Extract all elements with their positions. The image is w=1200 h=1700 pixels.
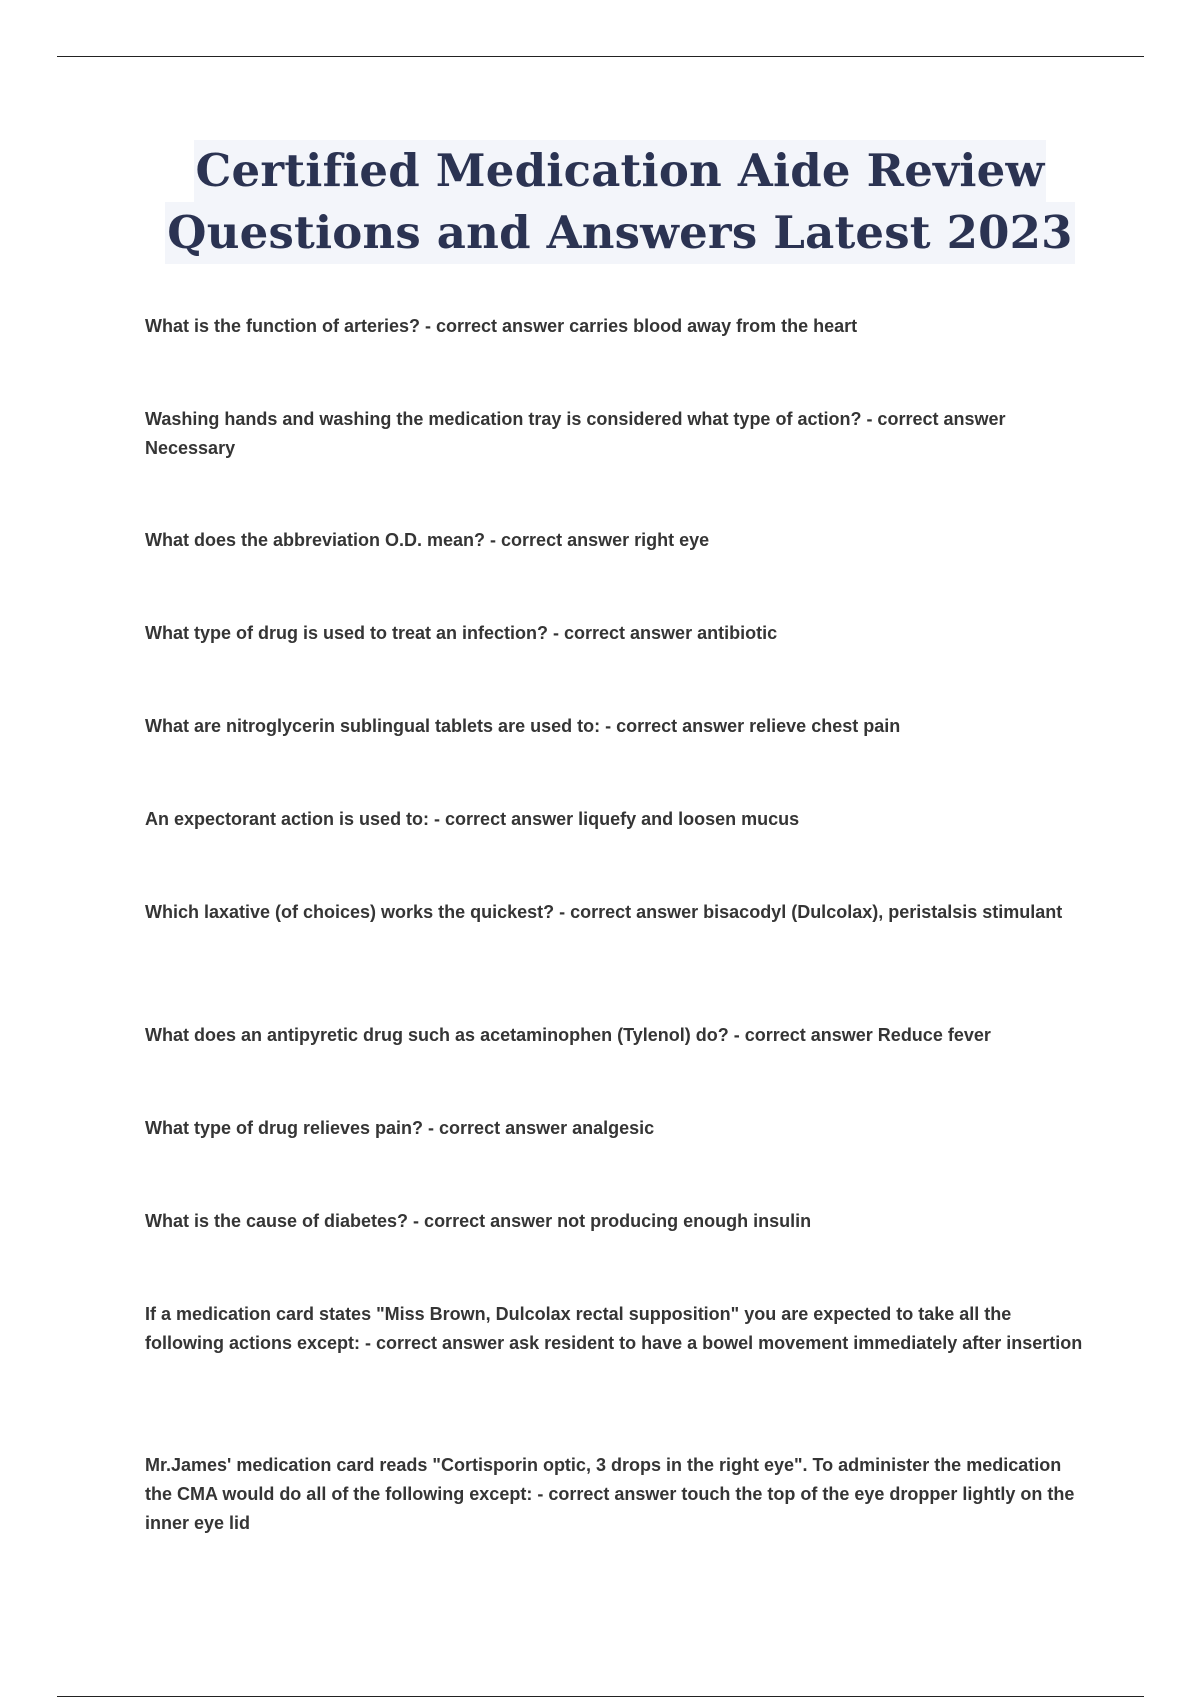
document-title — [0, 140, 1200, 264]
qa-item: Mr.James' medication card reads "Cortisporin optic, 3 drops in the right eye". To administer the medication the CMA would do all of the following except: - correct answer touch the top of the eye dropper lightly on the inner eye lid — [145, 1455, 1075, 1533]
qa-item: Which laxative (of choices) works the quickest? - correct answer bisacodyl (Dulcolax), peristalsis stimulant — [145, 902, 1063, 922]
qa-item: What type of drug is used to treat an infection? - correct answer antibiotic — [145, 623, 778, 643]
qa-item: What does an antipyretic drug such as acetaminophen (Tylenol) do? - correct answer Reduce fever — [145, 1025, 991, 1045]
qa-item: What type of drug relieves pain? - correct answer analgesic — [145, 1118, 655, 1138]
qa-item: What does the abbreviation O.D. mean? - correct answer right eye — [145, 530, 710, 550]
qa-item: What is the cause of diabetes? - correct answer not producing enough insulin — [145, 1211, 812, 1231]
qa-item: What is the function of arteries? - correct answer carries blood away from the heart — [145, 316, 858, 336]
title-line-1: Certified Medication Aide Review — [194, 140, 1047, 202]
qa-item: What are nitroglycerin sublingual tablets are used to: - correct answer relieve chest pain — [145, 716, 901, 736]
qa-item: Washing hands and washing the medication tray is considered what type of action? - correct answer Necessary — [145, 409, 1006, 458]
title-line-2: Questions and Answers Latest 2023 — [165, 202, 1074, 264]
qa-item: If a medication card states "Miss Brown, Dulcolax rectal supposition" you are expected to take all the following actions except: - correct answer ask resident to have a bowel movement immediately after insertion — [145, 1304, 1083, 1353]
top-rule — [57, 56, 1144, 57]
qa-item: An expectorant action is used to: - correct answer liquefy and loosen mucus — [145, 809, 800, 829]
bottom-rule — [57, 1696, 1144, 1697]
